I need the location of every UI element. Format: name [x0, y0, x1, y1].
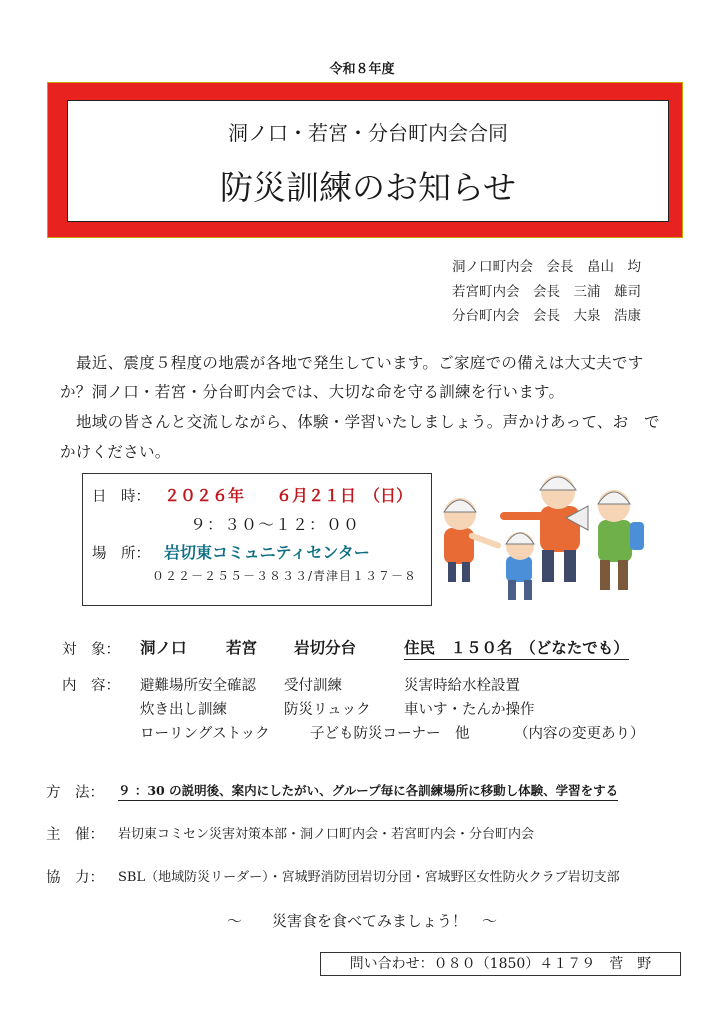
intro-line-3: 地域の皆さんと交流しながら、体験・学習いたしましょう。声かけあって、お: [76, 413, 629, 431]
intro-line-1: 最近、震度５程度の地震が各地で発生しています。ご家庭での備えは大丈夫です: [76, 354, 644, 372]
banner-title: 防災訓練のお知らせ: [219, 168, 516, 207]
content-item: 災害時給水栓設置: [404, 678, 520, 694]
event-time: ９：３０～１２：００: [190, 515, 361, 534]
content-item: 避難場所安全確認: [140, 678, 256, 694]
content-item: ローリングストック: [140, 726, 270, 742]
content-label: 内 容：: [62, 678, 120, 694]
target-label: 対 象：: [62, 642, 120, 658]
event-date: ２０２６年 ６月２１日 （日）: [164, 486, 413, 505]
contact-box: 問い合わせ：０８０（1850）４１７９ 菅 野: [320, 952, 681, 976]
signatory-1: 洞ノ口町内会 会長 畠山 均: [452, 259, 641, 275]
content-item: 炊き出し訓練: [140, 702, 227, 718]
intro-line-2: か？洞ノ口・若宮・分台町内会では、大切な命を守る訓練を行います。: [60, 383, 565, 401]
target-area-2: 若宮: [226, 638, 258, 657]
event-place: 岩切東コミュニティセンター: [164, 543, 370, 562]
content-item: （内容の変更あり）: [514, 726, 645, 742]
fiscal-year: 令和８年度: [329, 62, 395, 77]
food-tasting-line: ～ 災害食を食べてみましょう！ ～: [226, 912, 497, 930]
event-address: ０２２－２５５－３８３３/青津目１３７－８: [152, 569, 418, 583]
adult-green-icon: [598, 490, 644, 590]
cooperation-text: SBL（地域防災リーダー）・宮城野消防団岩切分団・宮城野区女性防火クラブ岩切支部: [118, 870, 620, 885]
intro-line-4: かけください。: [60, 443, 171, 461]
content-item: 受付訓練: [284, 678, 342, 694]
content-item: 防災リュック: [284, 702, 371, 718]
evacuation-group-illustration: [440, 470, 650, 610]
child-blue-icon: [506, 532, 534, 600]
signatory-3: 分台町内会 会長 大泉 浩康: [452, 308, 641, 324]
banner-subtitle: 洞ノ口・若宮・分台町内会合同: [228, 121, 508, 145]
content-item: 車いす・たんか操作: [404, 702, 535, 718]
place-label: 場 所：: [92, 546, 150, 562]
method-label: 方 法：: [46, 785, 104, 801]
sponsor-label: 主 催：: [46, 827, 104, 843]
sponsor-text: 岩切東コミセン災害対策本部・洞ノ口町内会・若宮町内会・分台町内会: [118, 827, 535, 842]
target-area-1: 洞ノ口: [140, 638, 187, 657]
cooperation-label: 協 力：: [46, 870, 104, 886]
target-residents: 住民 １５０名 （どなたでも）: [404, 636, 629, 660]
content-item: 子ども防災コーナー 他: [310, 726, 470, 742]
datetime-label: 日 時：: [92, 489, 150, 505]
target-area-3: 岩切分台: [294, 638, 357, 657]
signatory-2: 若宮町内会 会長 三浦 雄司: [452, 284, 641, 300]
method-text: ９ ：30 の説明後、案内にしたがい、グループ毎に各訓練場所に移動し体験、学習をする: [118, 781, 618, 801]
intro-line-3-end: で: [644, 413, 660, 431]
child-left-icon: [444, 498, 502, 582]
